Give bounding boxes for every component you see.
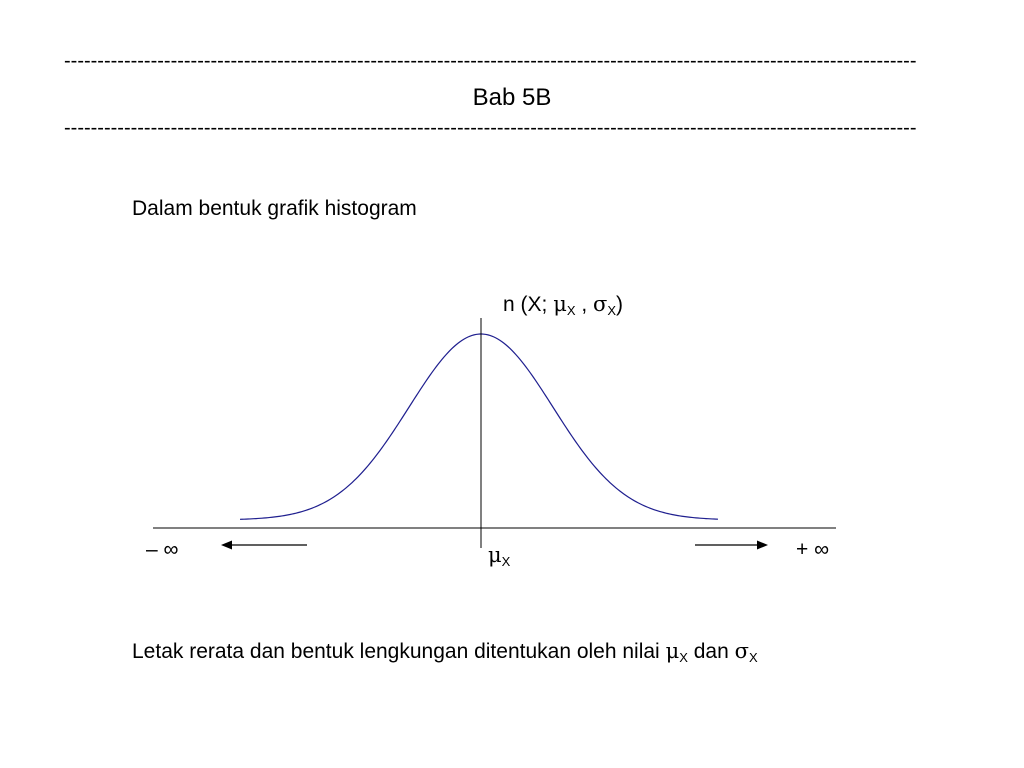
mu-symbol: μ [488, 543, 502, 567]
bottom-dashed-rule: -------------------------------------------------------------------------------------------------------------------------------- [64, 117, 917, 139]
mu-symbol: μ [553, 292, 567, 316]
sigma-symbol: σ [593, 292, 608, 316]
left-arrow [221, 541, 307, 550]
sigma-symbol: σ [734, 639, 749, 663]
negative-infinity-label: – ∞ [146, 538, 179, 561]
curve-label: n (X; $\mu_X$ , $\sigma_X$) [503, 292, 624, 318]
positive-infinity-label: + ∞ [796, 538, 830, 561]
top-dashed-rule: -------------------------------------------------------------------------------------------------------------------------------- [64, 50, 917, 72]
slide-subtitle: Dalam bentuk grafik histogram [132, 197, 417, 220]
footer-text: Letak rerata dan bentuk lengkungan ditentukan oleh nilai $\mu_X$ dan $\sigma_X$ [132, 639, 758, 665]
bell-curve [240, 334, 718, 519]
right-arrow [695, 541, 768, 550]
mu-symbol: μ [665, 639, 680, 663]
slide-title: Bab 5B [472, 84, 552, 111]
mean-label: $\mu_X$ [488, 543, 511, 569]
